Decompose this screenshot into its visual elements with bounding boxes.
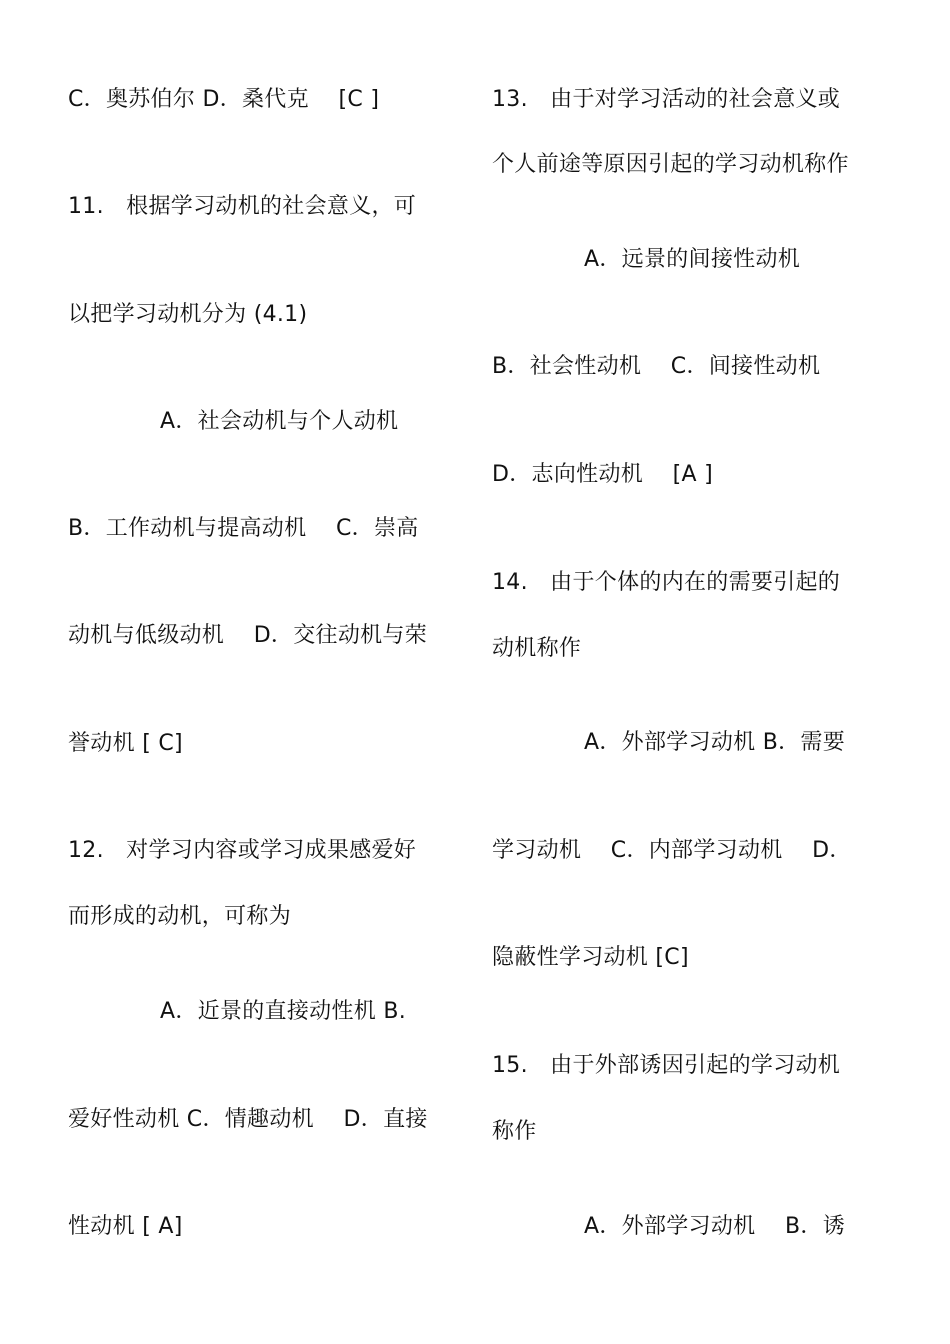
question-11-stem: 11. 根据学习动机的社会意义，可 — [68, 194, 417, 219]
question-13-stem: 13. 由于对学习活动的社会意义或 — [492, 87, 841, 112]
question-11-stem-cont: 以把学习动机分为 (4.1) — [68, 302, 308, 327]
question-15-stem-cont: 称作 — [492, 1119, 537, 1144]
question-13-stem-cont: 个人前途等原因引起的学习动机称作 — [492, 152, 849, 177]
question-12-option-a: A．近景的直接动性机 B. — [160, 999, 407, 1024]
question-12-answer: 性动机 [ A] — [68, 1214, 183, 1239]
text-line: C．奥苏伯尔 D．桑代克 [C ] — [68, 87, 380, 112]
question-14-option-a: A．外部学习动机 B．需要 — [584, 730, 846, 755]
question-15-stem: 15. 由于外部诱因引起的学习动机 — [492, 1053, 841, 1078]
question-13-options: B．社会性动机 C．间接性动机 — [492, 354, 821, 379]
question-12-options: 爱好性动机 C．情趣动机 D．直接 — [68, 1107, 428, 1132]
question-14-answer: 隐蔽性学习动机 [C] — [492, 945, 689, 970]
question-14-stem: 14. 由于个体的内在的需要引起的 — [492, 570, 841, 595]
question-11-options: B．工作动机与提高动机 C．崇高 — [68, 516, 419, 541]
question-14-stem-cont: 动机称作 — [492, 636, 582, 661]
question-11-options-cont: 动机与低级动机 D．交往动机与荣 — [68, 623, 428, 648]
question-14-options: 学习动机 C．内部学习动机 D． — [492, 838, 852, 863]
question-15-option-a: A．外部学习动机 B．诱 — [584, 1214, 846, 1239]
question-13-option-a: A．远景的间接性动机 — [584, 247, 801, 272]
question-11-option-a: A．社会动机与个人动机 — [160, 409, 399, 434]
question-11-answer: 誉动机 [ C] — [68, 731, 183, 756]
question-12-stem-cont: 而形成的动机，可称为 — [68, 904, 292, 929]
question-13-answer: D．志向性动机 [A ] — [492, 462, 714, 487]
question-12-stem: 12. 对学习内容或学习成果感爱好 — [68, 838, 417, 863]
